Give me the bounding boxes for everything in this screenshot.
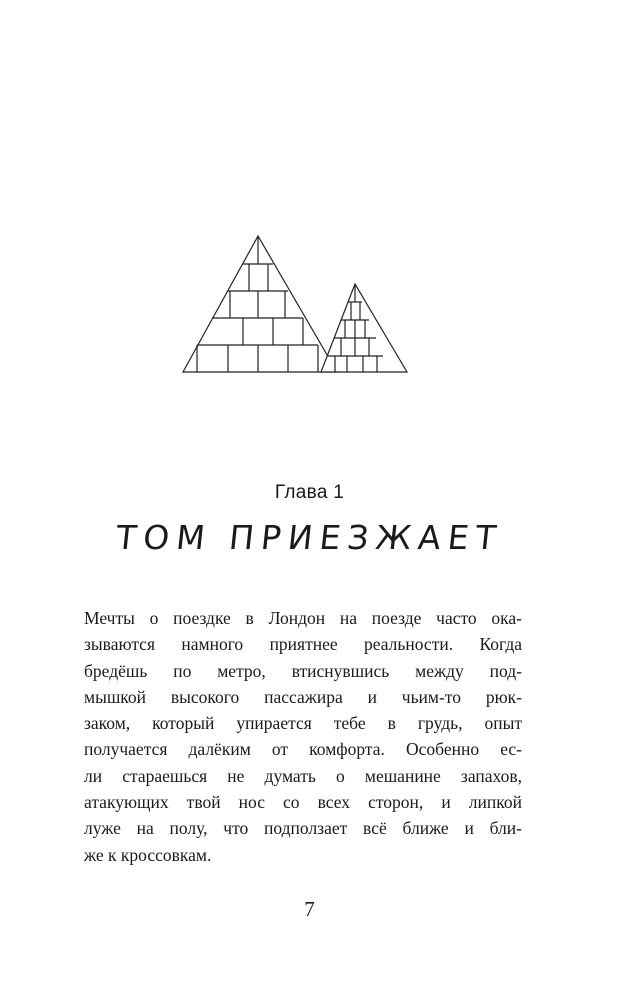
text-line: же к кроссовкам. bbox=[84, 844, 212, 865]
pyramids-illustration bbox=[175, 228, 415, 378]
body-text bbox=[84, 605, 522, 868]
text-line: бредёшь по метро, втиснувшись между под- bbox=[84, 660, 522, 681]
text-line: ли стараешься не думать о мешанине запахов, bbox=[84, 765, 522, 786]
text-line: луже на полу, что подползает всё ближе и бли- bbox=[84, 818, 522, 839]
page-number: 7 bbox=[304, 897, 315, 921]
text-line: получается далёким от комфорта. Особенно ес- bbox=[84, 739, 522, 760]
text-line: заком, который упирается тебе в грудь, опыт bbox=[84, 713, 522, 734]
text-line: мышкой высокого пассажира и чьим-то рюк- bbox=[84, 686, 522, 707]
text-line: Мечты о поездке в Лондон на поезде часто ока- bbox=[84, 608, 522, 628]
two-brick-pyramids-icon bbox=[175, 228, 415, 378]
text-line: зываются намного приятнее реальности. Когда bbox=[84, 634, 522, 655]
chapter-label: Глава 1 bbox=[274, 482, 345, 503]
text-line: атакующих твой нос со всех сторон, и липкой bbox=[84, 792, 522, 813]
chapter-title: ТОМ ПРИЕЗЖАЕТ bbox=[114, 518, 505, 557]
